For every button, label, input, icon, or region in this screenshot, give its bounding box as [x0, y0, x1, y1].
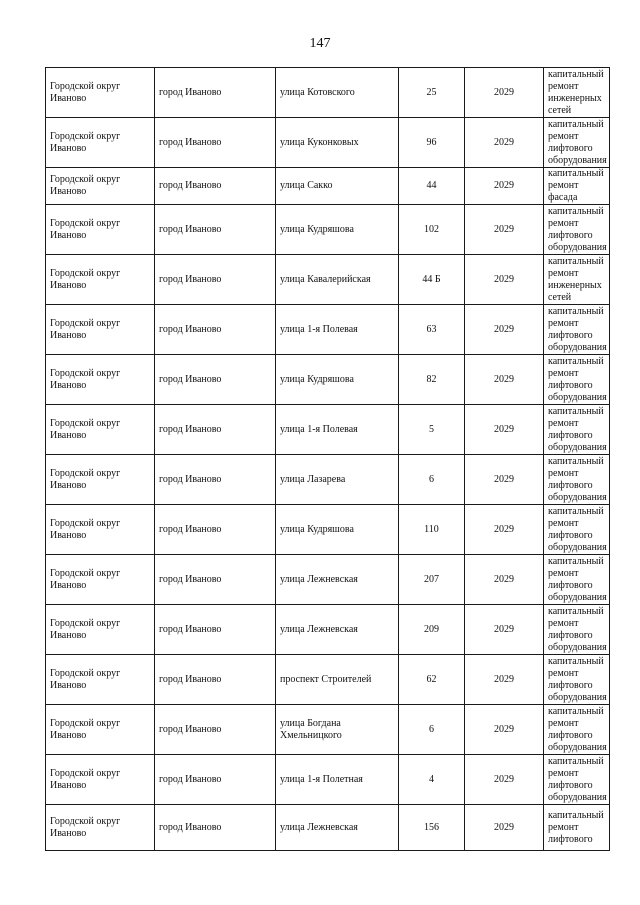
work-type-cell — [544, 805, 610, 851]
year-cell-text: 2029 — [494, 773, 514, 785]
year-cell — [465, 455, 544, 505]
street-cell — [276, 455, 399, 505]
work-type-cell — [544, 255, 610, 305]
work-type-cell-text: капитальный ремонт лифтового оборудования — [548, 455, 607, 503]
city-cell-text: город Иваново — [159, 373, 222, 385]
year-cell — [465, 805, 544, 851]
work-type-cell — [544, 118, 610, 168]
city-cell — [155, 168, 276, 205]
district-cell — [46, 655, 155, 705]
work-type-cell — [544, 455, 610, 505]
street-cell — [276, 118, 399, 168]
street-cell-text: улица 1-я Полевая — [280, 423, 358, 435]
year-cell-text: 2029 — [494, 723, 514, 735]
city-cell-text: город Иваново — [159, 773, 222, 785]
work-type-cell — [544, 205, 610, 255]
house-number-cell-text: 209 — [424, 623, 439, 635]
work-type-cell-text: капитальный ремонт лифтового оборудования — [548, 555, 607, 603]
city-cell-text: город Иваново — [159, 523, 222, 535]
work-type-cell — [544, 68, 610, 118]
table-row — [46, 118, 610, 168]
district-cell — [46, 555, 155, 605]
work-type-cell-text: капитальный ремонт лифтового оборудования — [548, 305, 607, 353]
city-cell — [155, 118, 276, 168]
street-cell — [276, 168, 399, 205]
work-type-cell-text: капитальный ремонт лифтового оборудования — [548, 505, 607, 553]
district-cell — [46, 205, 155, 255]
work-type-cell — [544, 705, 610, 755]
house-number-cell-text: 96 — [426, 136, 437, 148]
district-cell-text: Городской округ Иваново — [50, 367, 121, 391]
city-cell — [155, 505, 276, 555]
city-cell — [155, 655, 276, 705]
city-cell-text: город Иваново — [159, 223, 222, 235]
street-cell — [276, 405, 399, 455]
street-cell-text: улица 1-я Полетная — [280, 773, 363, 785]
district-cell — [46, 355, 155, 405]
house-number-cell-text: 5 — [429, 423, 434, 435]
house-number-cell — [399, 755, 465, 805]
district-cell-text: Городской округ Иваново — [50, 317, 121, 341]
house-number-cell-text: 156 — [424, 821, 439, 833]
district-cell-text: Городской округ Иваново — [50, 80, 121, 104]
table-row — [46, 68, 610, 118]
district-cell — [46, 118, 155, 168]
district-cell — [46, 805, 155, 851]
street-cell — [276, 305, 399, 355]
district-cell — [46, 255, 155, 305]
year-cell — [465, 118, 544, 168]
district-cell — [46, 755, 155, 805]
year-cell-text: 2029 — [494, 373, 514, 385]
district-cell — [46, 68, 155, 118]
city-cell — [155, 805, 276, 851]
year-cell — [465, 705, 544, 755]
house-number-cell — [399, 305, 465, 355]
city-cell-text: город Иваново — [159, 423, 222, 435]
district-cell-text: Городской округ Иваново — [50, 517, 121, 541]
street-cell-text: улица Сакко — [280, 180, 333, 191]
city-cell-text: город Иваново — [159, 180, 222, 191]
city-cell-text: город Иваново — [159, 723, 222, 735]
year-cell — [465, 505, 544, 555]
repair-schedule-table — [45, 67, 610, 851]
table-row — [46, 705, 610, 755]
table-row — [46, 605, 610, 655]
year-cell-text: 2029 — [494, 180, 514, 191]
year-cell — [465, 255, 544, 305]
district-cell-text: Городской округ Иваново — [50, 417, 121, 441]
table-row — [46, 255, 610, 305]
house-number-cell-text: 207 — [424, 573, 439, 585]
street-cell — [276, 755, 399, 805]
district-cell-text: Городской округ Иваново — [50, 617, 121, 641]
work-type-cell-text: капитальный ремонт лифтового оборудования — [548, 355, 607, 403]
year-cell-text: 2029 — [494, 623, 514, 635]
work-type-cell-text: капитальный ремонт лифтового оборудования — [548, 118, 607, 166]
year-cell-text: 2029 — [494, 673, 514, 685]
street-cell-text: улица Богдана Хмельницкого — [280, 717, 342, 741]
street-cell-text: улица Котовского — [280, 86, 355, 98]
district-cell — [46, 605, 155, 655]
work-type-cell — [544, 655, 610, 705]
year-cell-text: 2029 — [494, 136, 514, 148]
district-cell-text: Городской округ Иваново — [50, 667, 121, 691]
street-cell-text: улица Лежневская — [280, 821, 358, 833]
work-type-cell — [544, 405, 610, 455]
work-type-cell-text: капитальный ремонт лифтового оборудования — [548, 755, 607, 803]
year-cell — [465, 605, 544, 655]
house-number-cell — [399, 805, 465, 851]
year-cell-text: 2029 — [494, 523, 514, 535]
city-cell — [155, 255, 276, 305]
city-cell — [155, 755, 276, 805]
city-cell — [155, 555, 276, 605]
street-cell — [276, 805, 399, 851]
street-cell-text: улица Кавалерийская — [280, 273, 371, 285]
house-number-cell — [399, 455, 465, 505]
district-cell-text: Городской округ Иваново — [50, 815, 121, 839]
table-row — [46, 168, 610, 205]
city-cell — [155, 405, 276, 455]
house-number-cell-text: 82 — [426, 373, 437, 385]
house-number-cell-text: 44 Б — [422, 273, 441, 285]
work-type-cell — [544, 555, 610, 605]
table-row — [46, 505, 610, 555]
city-cell — [155, 305, 276, 355]
work-type-cell — [544, 605, 610, 655]
house-number-cell — [399, 255, 465, 305]
street-cell-text: улица Лежневская — [280, 573, 358, 585]
house-number-cell — [399, 205, 465, 255]
street-cell — [276, 205, 399, 255]
city-cell-text: город Иваново — [159, 673, 222, 685]
house-number-cell — [399, 505, 465, 555]
year-cell — [465, 68, 544, 118]
district-cell — [46, 305, 155, 355]
table-row — [46, 555, 610, 605]
work-type-cell-text: капитальный ремонт лифтового оборудования — [548, 655, 607, 703]
house-number-cell — [399, 555, 465, 605]
street-cell — [276, 655, 399, 705]
district-cell — [46, 455, 155, 505]
work-type-cell-text: капитальный ремонт лифтового — [548, 809, 604, 845]
work-type-cell — [544, 355, 610, 405]
city-cell-text: город Иваново — [159, 573, 222, 585]
district-cell-text: Городской округ Иваново — [50, 467, 121, 491]
page-number: 147 — [309, 36, 331, 51]
year-cell — [465, 305, 544, 355]
street-cell — [276, 255, 399, 305]
city-cell-text: город Иваново — [159, 86, 222, 98]
house-number-cell-text: 25 — [426, 86, 437, 98]
work-type-cell-text: капитальный ремонт лифтового оборудования — [548, 405, 607, 453]
street-cell-text: улица Лежневская — [280, 623, 358, 635]
city-cell-text: город Иваново — [159, 473, 222, 485]
table-row — [46, 655, 610, 705]
house-number-cell — [399, 705, 465, 755]
table-row — [46, 405, 610, 455]
house-number-cell-text: 110 — [424, 523, 439, 535]
house-number-cell-text: 6 — [429, 723, 434, 735]
year-cell-text: 2029 — [494, 86, 514, 98]
year-cell-text: 2029 — [494, 423, 514, 435]
street-cell — [276, 505, 399, 555]
district-cell-text: Городской округ Иваново — [50, 174, 121, 197]
table-row — [46, 355, 610, 405]
street-cell-text: улица Кудряшова — [280, 373, 354, 385]
table-body — [46, 68, 610, 851]
city-cell — [155, 355, 276, 405]
house-number-cell — [399, 405, 465, 455]
house-number-cell-text: 63 — [426, 323, 437, 335]
work-type-cell-text: капитальный ремонт лифтового оборудования — [548, 205, 607, 253]
house-number-cell — [399, 168, 465, 205]
house-number-cell — [399, 68, 465, 118]
district-cell-text: Городской округ Иваново — [50, 130, 121, 154]
year-cell-text: 2029 — [494, 473, 514, 485]
street-cell — [276, 605, 399, 655]
district-cell-text: Городской округ Иваново — [50, 267, 121, 291]
district-cell-text: Городской округ Иваново — [50, 217, 121, 241]
street-cell-text: улица Кудряшова — [280, 223, 354, 235]
district-cell-text: Городской округ Иваново — [50, 717, 121, 741]
year-cell — [465, 755, 544, 805]
year-cell — [465, 168, 544, 205]
district-cell — [46, 168, 155, 205]
house-number-cell — [399, 655, 465, 705]
work-type-cell — [544, 305, 610, 355]
street-cell-text: улица Кудряшова — [280, 523, 354, 535]
work-type-cell — [544, 505, 610, 555]
house-number-cell-text: 6 — [429, 473, 434, 485]
city-cell — [155, 205, 276, 255]
street-cell — [276, 555, 399, 605]
house-number-cell-text: 4 — [429, 773, 434, 785]
year-cell-text: 2029 — [494, 573, 514, 585]
work-type-cell-text: капитальный ремонт инженерных сетей — [548, 68, 604, 116]
city-cell — [155, 705, 276, 755]
year-cell — [465, 355, 544, 405]
table-row — [46, 755, 610, 805]
district-cell-text: Городской округ Иваново — [50, 567, 121, 591]
table-row — [46, 805, 610, 851]
street-cell-text: улица Лазарева — [280, 473, 346, 485]
table-row — [46, 305, 610, 355]
street-cell — [276, 68, 399, 118]
year-cell — [465, 655, 544, 705]
district-cell-text: Городской округ Иваново — [50, 767, 121, 791]
work-type-cell — [544, 168, 610, 205]
work-type-cell-text: капитальный ремонт лифтового оборудования — [548, 605, 607, 653]
house-number-cell — [399, 118, 465, 168]
year-cell — [465, 405, 544, 455]
table-row — [46, 205, 610, 255]
work-type-cell — [544, 755, 610, 805]
work-type-cell-text: капитальный ремонт инженерных сетей — [548, 255, 604, 303]
house-number-cell — [399, 355, 465, 405]
city-cell — [155, 455, 276, 505]
house-number-cell — [399, 605, 465, 655]
house-number-cell-text: 62 — [426, 673, 437, 685]
year-cell-text: 2029 — [494, 273, 514, 285]
year-cell-text: 2029 — [494, 821, 514, 833]
street-cell — [276, 355, 399, 405]
year-cell-text: 2029 — [494, 323, 514, 335]
city-cell — [155, 605, 276, 655]
street-cell-text: улица 1-я Полевая — [280, 323, 358, 335]
street-cell — [276, 705, 399, 755]
year-cell — [465, 555, 544, 605]
house-number-cell-text: 44 — [426, 180, 437, 191]
city-cell-text: город Иваново — [159, 821, 222, 833]
city-cell-text: город Иваново — [159, 273, 222, 285]
table-row — [46, 455, 610, 505]
district-cell — [46, 705, 155, 755]
work-type-cell-text: капитальный ремонт фасада — [548, 168, 604, 203]
district-cell — [46, 405, 155, 455]
street-cell-text: проспект Строителей — [280, 673, 372, 685]
year-cell — [465, 205, 544, 255]
city-cell-text: город Иваново — [159, 136, 222, 148]
district-cell — [46, 505, 155, 555]
work-type-cell-text: капитальный ремонт лифтового оборудования — [548, 705, 607, 753]
year-cell-text: 2029 — [494, 223, 514, 235]
street-cell-text: улица Куконковых — [280, 136, 359, 148]
city-cell — [155, 68, 276, 118]
city-cell-text: город Иваново — [159, 323, 222, 335]
city-cell-text: город Иваново — [159, 623, 222, 635]
house-number-cell-text: 102 — [424, 223, 439, 235]
